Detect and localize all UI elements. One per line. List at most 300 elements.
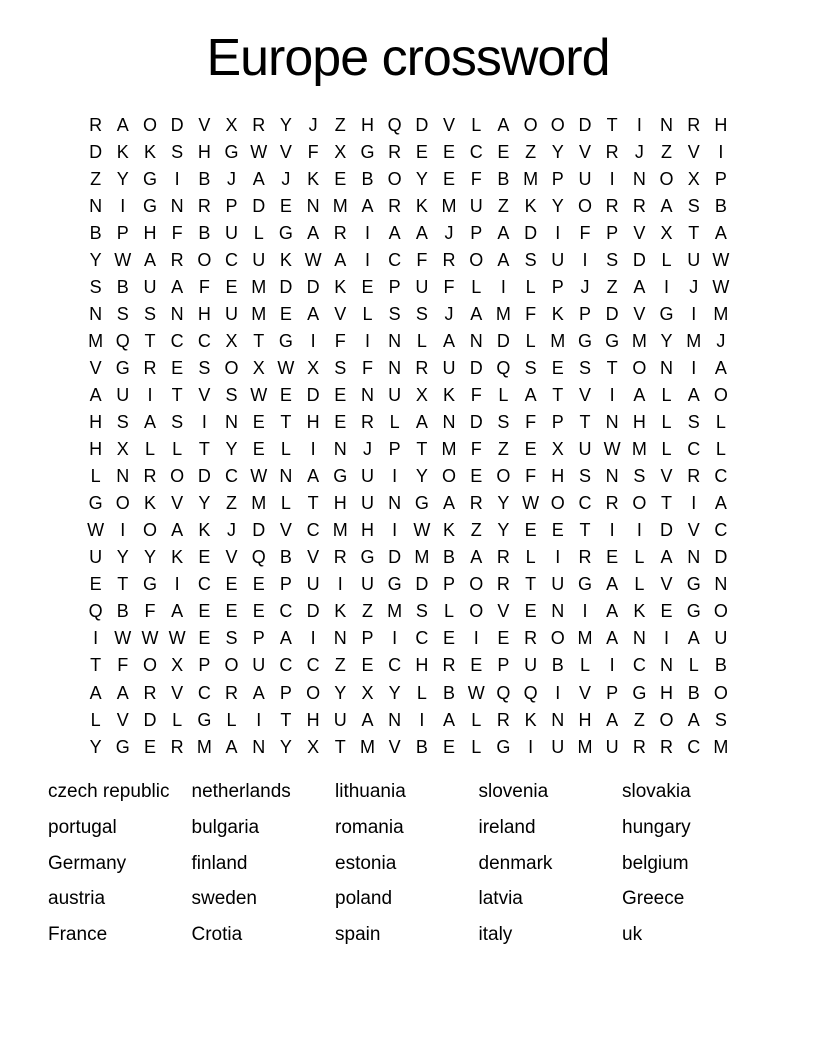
grid-letter: K xyxy=(143,141,156,162)
grid-letter: I xyxy=(555,547,561,568)
grid-letter: C xyxy=(306,520,320,541)
grid-letter: M xyxy=(387,601,403,622)
grid-letter: E xyxy=(606,547,619,568)
grid-letter: O xyxy=(550,493,565,514)
grid-letter: I xyxy=(636,520,642,541)
grid-letter: Y xyxy=(89,736,102,757)
grid-letter: I xyxy=(310,628,316,649)
grid-letter: N xyxy=(551,709,565,730)
grid-letter: T xyxy=(579,412,591,433)
grid-letter: E xyxy=(225,574,238,595)
grid-letter: L xyxy=(226,709,237,730)
grid-letter: A xyxy=(443,709,456,730)
grid-letter: A xyxy=(415,412,428,433)
grid-letter: V xyxy=(660,466,673,487)
grid-letter: N xyxy=(225,412,239,433)
grid-letter: U xyxy=(388,384,402,405)
grid-letter: F xyxy=(307,141,319,162)
grid-letter: H xyxy=(306,709,320,730)
grid-letter: S xyxy=(334,357,347,378)
grid-letter: U xyxy=(252,249,266,270)
grid-letter: A xyxy=(361,709,374,730)
grid-letter: B xyxy=(443,547,456,568)
grid-letter: S xyxy=(415,601,428,622)
grid-letter: D xyxy=(415,574,429,595)
grid-letter: Q xyxy=(115,330,130,351)
grid-letter: C xyxy=(714,520,728,541)
grid-letter: O xyxy=(632,357,647,378)
grid-letter: A xyxy=(497,114,510,135)
grid-letter: U xyxy=(578,439,592,460)
grid-letter: O xyxy=(496,466,511,487)
grid-letter: L xyxy=(90,466,101,487)
grid-letter: F xyxy=(579,222,591,243)
grid-letter: K xyxy=(171,547,184,568)
grid-letter: O xyxy=(142,655,157,676)
grid-letter: X xyxy=(307,357,320,378)
grid-letter: D xyxy=(469,357,483,378)
grid-letter: Y xyxy=(551,195,564,216)
grid-letter: N xyxy=(714,574,728,595)
grid-letter: B xyxy=(198,168,211,189)
grid-letter: R xyxy=(333,547,347,568)
grid-letter: L xyxy=(661,439,672,460)
grid-letter: U xyxy=(714,628,728,649)
grid-letter: R xyxy=(415,357,429,378)
word-list-item: italy xyxy=(478,924,513,946)
grid-letter: N xyxy=(388,357,402,378)
grid-letter: Z xyxy=(525,141,537,162)
grid-letter: B xyxy=(116,601,129,622)
grid-letter: J xyxy=(308,114,318,135)
grid-letter: L xyxy=(525,276,536,297)
grid-letter: I xyxy=(120,195,126,216)
grid-letter: O xyxy=(224,655,239,676)
grid-letter: A xyxy=(415,222,428,243)
grid-letter: Q xyxy=(496,357,511,378)
grid-letter: F xyxy=(470,384,482,405)
word-list-item: denmark xyxy=(478,852,553,874)
grid-letter: K xyxy=(334,276,347,297)
grid-letter: Q xyxy=(387,114,402,135)
grid-letter: Q xyxy=(251,547,266,568)
word-list-item: belgium xyxy=(622,852,689,874)
grid-letter: P xyxy=(551,168,564,189)
grid-letter: E xyxy=(443,168,456,189)
grid-letter: V xyxy=(388,736,401,757)
grid-letter: A xyxy=(714,493,727,514)
word-list-item: finland xyxy=(191,852,248,874)
grid-letter: I xyxy=(609,520,615,541)
grid-letter: W xyxy=(467,682,485,703)
grid-letter: A xyxy=(606,601,619,622)
grid-letter: U xyxy=(252,655,266,676)
grid-letter: C xyxy=(306,655,320,676)
grid-letter: X xyxy=(660,222,673,243)
grid-letter: N xyxy=(116,466,130,487)
grid-letter: B xyxy=(415,736,428,757)
grid-letter: S xyxy=(198,357,211,378)
grid-letter: L xyxy=(634,574,645,595)
grid-letter: Z xyxy=(633,709,645,730)
grid-letter: A xyxy=(606,574,619,595)
grid-letter: I xyxy=(364,330,370,351)
grid-letter: B xyxy=(497,168,510,189)
grid-letter: P xyxy=(551,412,564,433)
grid-letter: X xyxy=(116,439,129,460)
grid-letter: Z xyxy=(470,520,482,541)
grid-letter: R xyxy=(632,195,646,216)
grid-letter: T xyxy=(198,439,210,460)
grid-letter: W xyxy=(114,249,132,270)
grid-letter: N xyxy=(388,709,402,730)
grid-letter: G xyxy=(115,736,130,757)
grid-letter: U xyxy=(442,357,456,378)
grid-letter: O xyxy=(306,682,321,703)
grid-letter: L xyxy=(280,493,291,514)
grid-letter: C xyxy=(687,439,701,460)
grid-letter: R xyxy=(89,114,103,135)
grid-letter: G xyxy=(496,736,511,757)
grid-letter: D xyxy=(89,141,103,162)
grid-letter: U xyxy=(551,249,565,270)
grid-letter: M xyxy=(441,439,457,460)
grid-letter: H xyxy=(632,412,646,433)
grid-letter: X xyxy=(551,439,564,460)
grid-letter: R xyxy=(360,412,374,433)
grid-letter: I xyxy=(582,601,588,622)
grid-letter: Y xyxy=(225,439,238,460)
grid-letter: L xyxy=(471,709,482,730)
grid-letter: O xyxy=(469,249,484,270)
grid-letter: E xyxy=(143,736,156,757)
word-list-item: poland xyxy=(335,888,393,910)
grid-letter: A xyxy=(171,601,184,622)
grid-letter: D xyxy=(469,412,483,433)
grid-letter: C xyxy=(578,493,592,514)
grid-letter: J xyxy=(689,276,699,297)
grid-letter: I xyxy=(609,168,615,189)
grid-letter: B xyxy=(116,276,129,297)
grid-letter: R xyxy=(496,574,510,595)
grid-letter: L xyxy=(416,330,427,351)
grid-letter: I xyxy=(256,709,262,730)
grid-letter: R xyxy=(388,195,402,216)
grid-letter: E xyxy=(361,655,374,676)
grid-letter: O xyxy=(115,493,130,514)
grid-letter: Y xyxy=(415,168,428,189)
grid-letter: T xyxy=(606,357,618,378)
grid-letter: L xyxy=(525,547,536,568)
grid-letter: A xyxy=(307,303,320,324)
grid-letter: U xyxy=(116,384,130,405)
grid-letter: P xyxy=(443,574,456,595)
grid-letter: C xyxy=(415,628,429,649)
grid-letter: I xyxy=(201,412,207,433)
grid-letter: O xyxy=(142,520,157,541)
grid-letter: I xyxy=(609,384,615,405)
grid-letter: T xyxy=(606,114,618,135)
grid-letter: V xyxy=(279,520,292,541)
grid-letter: V xyxy=(578,682,591,703)
grid-letter: J xyxy=(580,276,590,297)
grid-letter: N xyxy=(660,357,674,378)
grid-letter: U xyxy=(551,736,565,757)
grid-letter: E xyxy=(334,412,347,433)
grid-letter: I xyxy=(664,628,670,649)
grid-letter: E xyxy=(89,574,102,595)
grid-letter: E xyxy=(497,141,510,162)
grid-letter: D xyxy=(279,276,293,297)
grid-letter: A xyxy=(660,547,673,568)
word-list-item: latvia xyxy=(478,888,523,910)
grid-letter: A xyxy=(497,249,510,270)
grid-letter: A xyxy=(497,222,510,243)
grid-letter: L xyxy=(90,709,101,730)
grid-letter: G xyxy=(333,466,348,487)
grid-letter: B xyxy=(714,655,727,676)
grid-letter: A xyxy=(633,276,646,297)
grid-letter: L xyxy=(715,412,726,433)
word-list-item: austria xyxy=(48,888,106,910)
grid-letter: N xyxy=(660,114,674,135)
grid-letter: U xyxy=(551,574,565,595)
grid-letter: O xyxy=(713,682,728,703)
grid-letter: W xyxy=(712,276,730,297)
grid-letter: O xyxy=(224,357,239,378)
grid-letter: V xyxy=(116,709,129,730)
grid-letter: S xyxy=(143,303,156,324)
grid-letter: O xyxy=(469,574,484,595)
grid-letter: A xyxy=(307,222,320,243)
grid-letter: N xyxy=(279,466,293,487)
grid-letter: I xyxy=(664,276,670,297)
grid-letter: Z xyxy=(661,141,673,162)
grid-letter: E xyxy=(252,601,265,622)
grid-letter: D xyxy=(632,249,646,270)
grid-letter: N xyxy=(333,628,347,649)
grid-letter: L xyxy=(661,249,672,270)
grid-letter: R xyxy=(442,249,456,270)
grid-letter: E xyxy=(443,736,456,757)
grid-letter: W xyxy=(413,520,431,541)
grid-letter: R xyxy=(143,466,157,487)
grid-letter: O xyxy=(550,114,565,135)
grid-letter: T xyxy=(334,736,346,757)
grid-letter: R xyxy=(578,547,592,568)
grid-letter: I xyxy=(528,736,534,757)
grid-letter: Z xyxy=(361,601,373,622)
grid-letter: N xyxy=(442,412,456,433)
grid-letter: V xyxy=(578,384,591,405)
grid-letter: A xyxy=(171,276,184,297)
grid-letter: R xyxy=(496,709,510,730)
grid-letter: W xyxy=(603,439,621,460)
word-list-item: Crotia xyxy=(191,924,243,946)
grid-letter: I xyxy=(392,466,398,487)
grid-letter: L xyxy=(444,601,455,622)
grid-letter: G xyxy=(360,547,375,568)
grid-letter: J xyxy=(716,330,726,351)
grid-letter: A xyxy=(606,628,619,649)
grid-letter: I xyxy=(392,628,398,649)
grid-letter: J xyxy=(634,141,644,162)
grid-letter: P xyxy=(470,222,483,243)
grid-letter: E xyxy=(361,276,374,297)
grid-letter: J xyxy=(227,168,237,189)
grid-letter: R xyxy=(197,195,211,216)
grid-letter: Y xyxy=(415,466,428,487)
word-list-item: Greece xyxy=(622,888,685,910)
grid-letter: Z xyxy=(497,195,509,216)
grid-letter: A xyxy=(279,628,292,649)
grid-letter: S xyxy=(606,249,619,270)
grid-letter: G xyxy=(659,303,674,324)
grid-letter: U xyxy=(469,195,483,216)
grid-letter: P xyxy=(198,655,211,676)
grid-letter: R xyxy=(687,114,701,135)
word-list-item: France xyxy=(48,924,108,946)
grid-letter: S xyxy=(578,357,591,378)
grid-letter: L xyxy=(715,439,726,460)
grid-letter: N xyxy=(306,195,320,216)
word-list-item: romania xyxy=(335,817,404,839)
grid-letter: D xyxy=(496,330,510,351)
grid-letter: F xyxy=(334,330,346,351)
grid-letter: I xyxy=(364,249,370,270)
grid-letter: A xyxy=(388,222,401,243)
grid-letter: I xyxy=(473,628,479,649)
grid-letter: N xyxy=(388,493,402,514)
grid-letter: T xyxy=(307,493,319,514)
grid-letter: S xyxy=(687,412,700,433)
grid-letter: Z xyxy=(497,439,509,460)
grid-letter: V xyxy=(198,384,211,405)
grid-letter: O xyxy=(387,168,402,189)
grid-letter: G xyxy=(605,330,620,351)
grid-letter: W xyxy=(277,357,295,378)
grid-letter: T xyxy=(171,384,183,405)
grid-letter: G xyxy=(686,574,701,595)
grid-letter: O xyxy=(442,466,457,487)
grid-letter: E xyxy=(497,628,510,649)
grid-letter: L xyxy=(688,655,699,676)
grid-letter: F xyxy=(144,601,156,622)
grid-letter: A xyxy=(714,222,727,243)
grid-letter: H xyxy=(89,412,103,433)
grid-letter: M xyxy=(441,195,457,216)
grid-letter: Z xyxy=(90,168,102,189)
grid-letter: I xyxy=(582,249,588,270)
grid-letter: G xyxy=(224,141,239,162)
grid-letter: Q xyxy=(496,682,511,703)
grid-letter: X xyxy=(307,736,320,757)
grid-letter: K xyxy=(633,601,646,622)
grid-letter: S xyxy=(415,303,428,324)
grid-letter: E xyxy=(334,384,347,405)
grid-letter: L xyxy=(498,384,509,405)
grid-letter: N xyxy=(333,439,347,460)
grid-letter: S xyxy=(116,303,129,324)
grid-letter: M xyxy=(713,736,729,757)
grid-letter: K xyxy=(415,195,428,216)
grid-letter: E xyxy=(443,628,456,649)
grid-letter: A xyxy=(633,384,646,405)
grid-letter: F xyxy=(470,168,482,189)
grid-letter: A xyxy=(470,303,483,324)
grid-letter: E xyxy=(252,439,265,460)
grid-letter: V xyxy=(334,303,347,324)
word-list-item: bulgaria xyxy=(191,817,260,839)
grid-letter: Y xyxy=(334,682,347,703)
grid-letter: A xyxy=(660,195,673,216)
grid-letter: E xyxy=(279,384,292,405)
grid-letter: E xyxy=(551,357,564,378)
grid-letter: A xyxy=(171,520,184,541)
grid-letter: M xyxy=(686,330,702,351)
grid-letter: F xyxy=(525,412,537,433)
grid-letter: Q xyxy=(523,682,538,703)
grid-letter: T xyxy=(552,384,564,405)
grid-letter: A xyxy=(470,547,483,568)
grid-letter: M xyxy=(577,736,593,757)
grid-letter: P xyxy=(252,628,265,649)
grid-letter: K xyxy=(334,601,347,622)
grid-letter: K xyxy=(551,303,564,324)
grid-letter: J xyxy=(444,303,454,324)
grid-letter: M xyxy=(713,303,729,324)
grid-letter: G xyxy=(686,601,701,622)
grid-letter: X xyxy=(252,357,265,378)
grid-letter: L xyxy=(416,682,427,703)
grid-letter: U xyxy=(89,547,103,568)
grid-letter: L xyxy=(389,412,400,433)
grid-letter: Z xyxy=(606,276,618,297)
grid-letter: C xyxy=(170,330,184,351)
word-list-item: czech republic xyxy=(48,781,170,803)
word-list-item: hungary xyxy=(622,817,691,839)
grid-letter: N xyxy=(469,330,483,351)
grid-letter: G xyxy=(632,682,647,703)
grid-letter: E xyxy=(443,141,456,162)
grid-letter: G xyxy=(197,709,212,730)
grid-letter: W xyxy=(250,466,268,487)
grid-letter: L xyxy=(525,330,536,351)
grid-letter: G xyxy=(142,168,157,189)
grid-letter: U xyxy=(687,249,701,270)
grid-letter: C xyxy=(687,736,701,757)
grid-letter: E xyxy=(252,574,265,595)
grid-letter: E xyxy=(415,141,428,162)
grid-letter: L xyxy=(634,547,645,568)
grid-letter: P xyxy=(225,195,238,216)
grid-letter: G xyxy=(115,357,130,378)
grid-letter: V xyxy=(497,601,510,622)
grid-letter: T xyxy=(117,574,129,595)
grid-letter: E xyxy=(470,466,483,487)
grid-letter: L xyxy=(280,439,291,460)
word-list-item: spain xyxy=(335,924,381,946)
grid-letter: K xyxy=(524,195,537,216)
grid-letter: A xyxy=(116,114,129,135)
grid-letter: V xyxy=(225,547,238,568)
grid-letter: L xyxy=(362,303,373,324)
word-list-item: netherlands xyxy=(191,781,291,803)
grid-letter: O xyxy=(632,493,647,514)
grid-letter: I xyxy=(174,168,180,189)
grid-letter: J xyxy=(281,168,291,189)
grid-letter: H xyxy=(360,114,374,135)
